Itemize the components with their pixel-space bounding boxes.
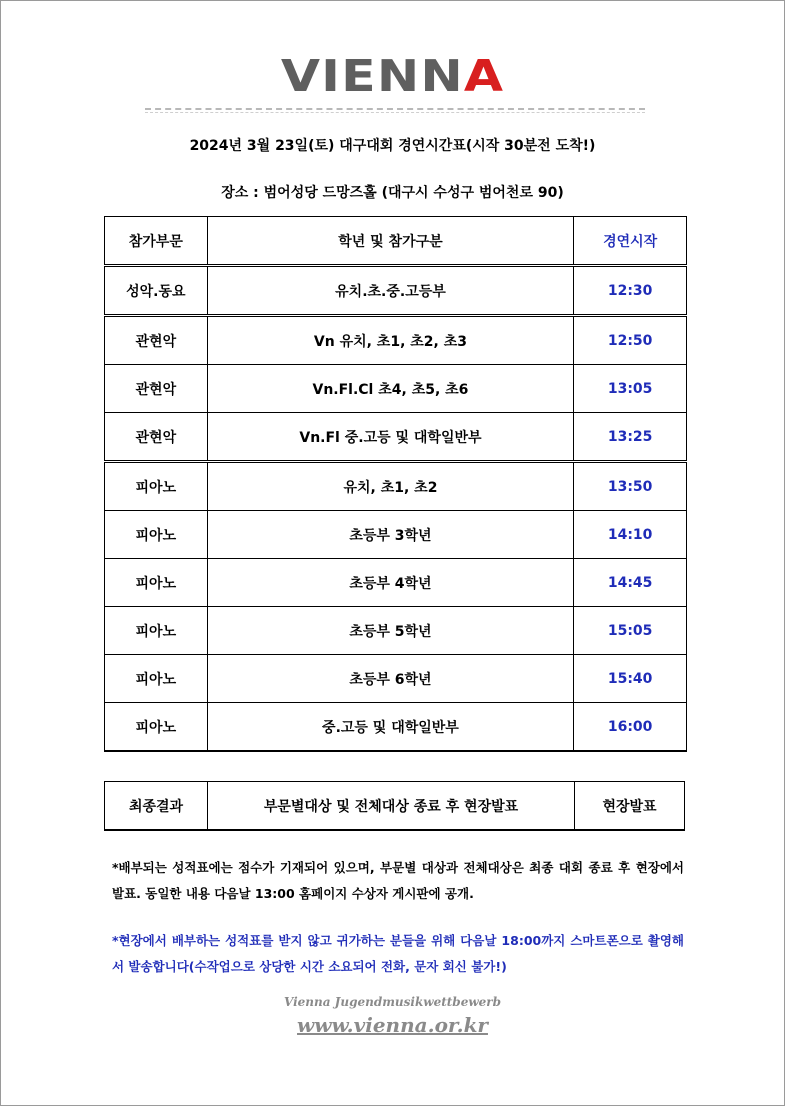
- row-time: 15:40: [574, 655, 687, 703]
- row-division: 초등부 5학년: [207, 607, 574, 655]
- row-time: 13:50: [574, 462, 687, 511]
- header-division: 학년 및 참가구분: [207, 217, 574, 266]
- note-smartphone-delivery: *현장에서 배부하는 성적표를 받지 않고 귀가하는 분들을 위해 다음날 18:00까지 스마트폰으로 촬영해서 발송합니다(수작업으로 상당한 시간 소요되어 전화, 문자 회신 불가!): [112, 933, 684, 974]
- row-category: 피아노: [105, 462, 208, 511]
- row-division: 초등부 3학년: [207, 511, 574, 559]
- final-result-table: [104, 781, 685, 831]
- final-result-value: 현장발표: [575, 782, 685, 831]
- row-division: Vn 유치, 초1, 초2, 초3: [207, 316, 574, 365]
- table-row: [105, 703, 687, 752]
- row-time: 13:25: [574, 413, 687, 462]
- row-time: 12:30: [574, 266, 687, 316]
- table-row: [105, 655, 687, 703]
- table-row: [105, 365, 687, 413]
- row-division: Vn.Fl.Cl 초4, 초5, 초6: [207, 365, 574, 413]
- final-result-description: 부문별대상 및 전체대상 종료 후 현장발표: [208, 782, 575, 831]
- table-row: [105, 511, 687, 559]
- row-category: 피아노: [105, 655, 208, 703]
- row-category: 피아노: [105, 607, 208, 655]
- row-division: 유치.초.중.고등부: [207, 266, 574, 316]
- schedule-table: [104, 216, 687, 752]
- logo-divider-secondary: [145, 112, 645, 113]
- table-row: [105, 316, 687, 365]
- page-title: 2024년 3월 23일(토) 대구대회 경연시간표(시작 30분전 도착!): [189, 138, 596, 154]
- row-category: 피아노: [105, 511, 208, 559]
- final-result-row: [105, 782, 685, 831]
- row-time: 16:00: [574, 703, 687, 752]
- row-time: 13:05: [574, 365, 687, 413]
- table-row: [105, 266, 687, 316]
- note-score-sheet: *배부되는 성적표에는 점수가 기재되어 있으며, 부문별 대상과 전체대상은 최종 대회 종료 후 현장에서 발표. 동일한 내용 다음날 13:00 홈페이지 수상자 게시판에 공개.: [112, 860, 684, 901]
- vienna-logo: [0, 52, 785, 102]
- row-category: 피아노: [105, 703, 208, 752]
- row-division: Vn.Fl 중.고등 및 대학일반부: [207, 413, 574, 462]
- row-division: 초등부 6학년: [207, 655, 574, 703]
- header-start-time: 경연시작: [574, 217, 687, 266]
- table-row: [105, 413, 687, 462]
- table-row: [105, 559, 687, 607]
- final-result-label: 최종결과: [105, 782, 208, 831]
- logo-accent-letter: A: [463, 51, 505, 102]
- row-category: 관현악: [105, 316, 208, 365]
- table-row: [105, 607, 687, 655]
- row-division: 중.고등 및 대학일반부: [207, 703, 574, 752]
- logo-main-text: VIENN: [280, 51, 464, 102]
- row-category: 관현악: [105, 365, 208, 413]
- schedule-header-row: [105, 217, 687, 266]
- row-time: 15:05: [574, 607, 687, 655]
- row-division: 초등부 4학년: [207, 559, 574, 607]
- row-time: 14:45: [574, 559, 687, 607]
- header-category: 참가부문: [105, 217, 208, 266]
- row-time: 12:50: [574, 316, 687, 365]
- logo-divider: [145, 108, 645, 110]
- row-category: 관현악: [105, 413, 208, 462]
- row-category: 피아노: [105, 559, 208, 607]
- venue-line: 장소 : 범어성당 드망즈홀 (대구시 수성구 범어천로 90): [221, 185, 564, 201]
- row-category: 성악.동요: [105, 266, 208, 316]
- row-time: 14:10: [574, 511, 687, 559]
- footer-subtitle: Vienna Jugendmusikwettbewerb: [283, 995, 502, 1009]
- row-division: 유치, 초1, 초2: [207, 462, 574, 511]
- footer-url-link[interactable]: www.vienna.or.kr: [297, 1013, 488, 1037]
- table-row: [105, 462, 687, 511]
